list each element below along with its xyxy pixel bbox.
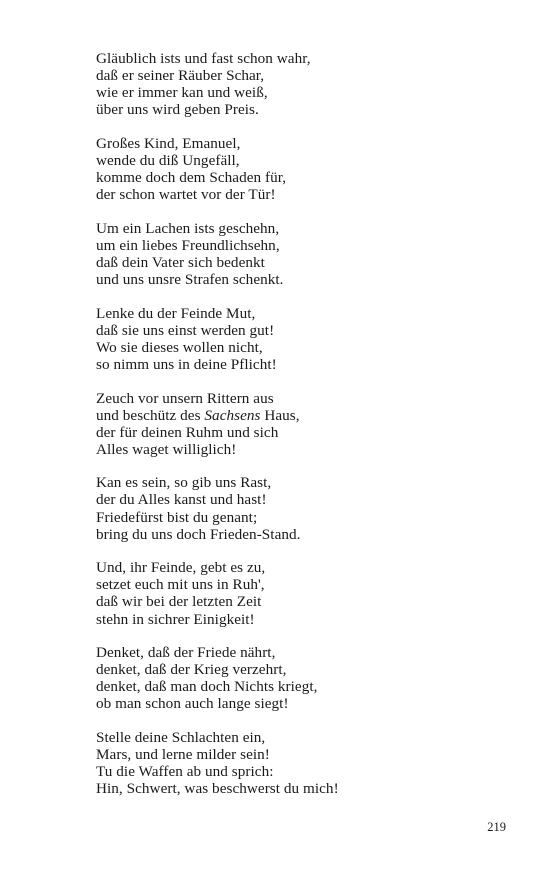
verse-line: Gläublich ists und fast schon wahr,	[96, 50, 311, 67]
verse-line: so nimm uns in deine Pflicht!	[96, 355, 277, 373]
stanza	[96, 474, 516, 542]
stanza	[96, 559, 516, 627]
verse-line: Friedefürst bist du genant;	[96, 508, 258, 526]
verse-line: Tu die Waffen ab und sprich:	[96, 763, 274, 781]
verse-line: komme doch dem Schaden für,	[96, 169, 287, 187]
verse-line: denket, daß der Krieg verzehrt,	[96, 661, 287, 679]
verse-line: denket, daß man doch Nichts kriegt,	[96, 678, 318, 696]
verse-line: Alles waget williglich!	[96, 440, 237, 458]
page-number: 219	[487, 820, 506, 834]
verse-text: Haus,	[260, 406, 300, 424]
verse-line: Wo sie dieses wollen nicht,	[96, 338, 263, 356]
verse-line: Zeuch vor unsern Rittern aus	[96, 389, 274, 407]
verse-line: Hin, Schwert, was beschwerst du mich!	[96, 780, 339, 798]
stanza	[96, 220, 516, 288]
verse-line: Lenke du der Feinde Mut,	[96, 304, 256, 322]
verse-line: Kan es sein, so gib uns Rast,	[96, 474, 272, 492]
verse-line: setzet euch mit uns in Ruh',	[96, 576, 265, 594]
stanza	[96, 644, 516, 712]
verse-line: Denket, daß der Friede nährt,	[96, 644, 276, 662]
verse-line: daß er seiner Räuber Schar,	[96, 67, 265, 85]
stanza	[96, 135, 516, 203]
verse-line: und uns unsre Strafen schenkt.	[96, 271, 284, 289]
italic-name: Sachsens	[204, 406, 261, 424]
verse-line: stehn in sichrer Einigkeit!	[96, 610, 255, 628]
poem-body	[96, 50, 516, 814]
verse-line: bring du uns doch Frieden-Stand.	[96, 525, 301, 543]
stanza	[96, 390, 516, 458]
stanza	[96, 729, 516, 797]
stanza	[96, 305, 516, 373]
verse-line: der schon wartet vor der Tür!	[96, 186, 276, 204]
verse-line: Großes Kind, Emanuel,	[96, 134, 241, 152]
verse-line: ob man schon auch lange siegt!	[96, 695, 289, 713]
verse-line: Und, ihr Feinde, gebt es zu,	[96, 559, 266, 577]
verse-line: Stelle deine Schlachten ein,	[96, 729, 266, 746]
verse-line: um ein liebes Freundlichsehn,	[96, 236, 280, 254]
stanza	[96, 50, 516, 118]
verse-line: daß wir bei der letzten Zeit	[96, 593, 262, 611]
verse-line: über uns wird geben Preis.	[96, 101, 259, 119]
verse-line: daß dein Vater sich bedenkt	[96, 253, 265, 271]
verse-text: und beschütz des	[96, 406, 205, 424]
verse-line: wie er immer kan und weiß,	[96, 84, 268, 102]
verse-line: Um ein Lachen ists geschehn,	[96, 219, 280, 237]
verse-line: der du Alles kanst und hast!	[96, 491, 267, 509]
verse-line: daß sie uns einst werden gut!	[96, 321, 275, 339]
verse-line: wende du diß Ungefäll,	[96, 151, 240, 169]
verse-line: Mars, und lerne milder sein!	[96, 746, 270, 764]
verse-line	[96, 407, 516, 424]
verse-line: der für deinen Ruhm und sich	[96, 423, 279, 441]
